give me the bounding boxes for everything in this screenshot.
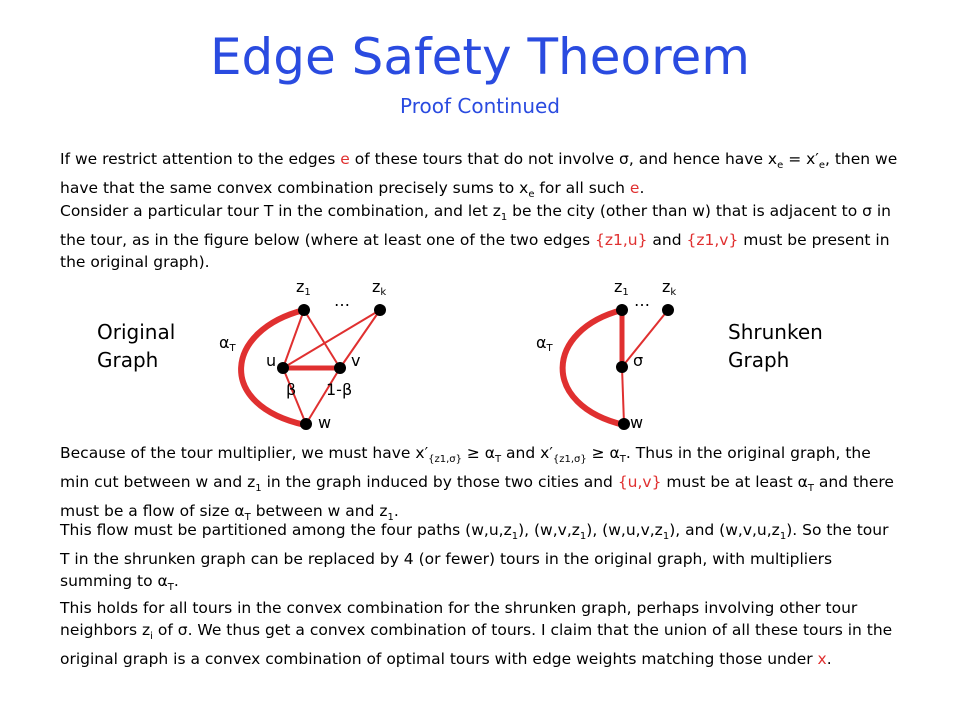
p3-sub4: T [619, 454, 626, 466]
p2-b: be the city (other than w) that is adjacent to σ in the tour, as in the figure below (where at least one of the two edges [60, 202, 891, 250]
paragraph-3 [60, 442, 900, 529]
p3-h: and there must be a flow of size α [60, 473, 894, 521]
p3-uv: {u,v} [617, 473, 662, 492]
edge-z1-v [304, 310, 340, 368]
label-alpha-shrunken: αT [536, 333, 553, 354]
p3-g: must be at least α [661, 473, 808, 492]
shrunken-label-line1: Shrunken [728, 320, 823, 344]
label-v: v [351, 351, 361, 370]
p4-a: This flow must be partitioned among the four paths (w,u,z [60, 521, 512, 539]
p3-f: in the graph induced by those two cities and [261, 473, 618, 492]
label-u: u [266, 351, 277, 370]
slide-subtitle: Proof Continued [400, 94, 560, 118]
p1-f: . [639, 179, 645, 198]
p3-sub7: T [244, 512, 251, 524]
shrunken-label-line2: Graph [728, 348, 790, 372]
p1-b: of these tours that do not involve σ, and hence have x [349, 150, 778, 168]
p2-edge2: {z1,v} [686, 231, 739, 250]
p1-a: If we restrict attention to the edges [60, 150, 341, 168]
node-v [334, 362, 346, 374]
p4-s4: 1 [779, 531, 787, 543]
p1-e: for all such [534, 179, 630, 198]
slide-title: Edge Safety Theorem [209, 28, 751, 86]
original-label-line1: Original [97, 320, 176, 344]
p3-j: . [393, 502, 399, 521]
node-u [277, 362, 289, 374]
label-z1-shrunken: z1 [614, 277, 629, 298]
label-one-minus-beta: 1-β [326, 380, 353, 399]
p2-c: and [647, 231, 687, 250]
label-dots-shrunken: … [634, 291, 650, 310]
p3-i: between w and z [250, 502, 388, 521]
shrunken-alpha-edge [563, 310, 624, 425]
p4-s3: 1 [662, 531, 670, 543]
p3-b: ≥ α [461, 444, 496, 462]
shrunken-graph-edges [563, 310, 668, 425]
paragraph-4 [60, 519, 900, 599]
p3-sub2: T [495, 454, 502, 466]
edge-zk-u [283, 310, 380, 368]
p1-e2: e [629, 179, 640, 198]
original-label-line2: Graph [97, 348, 159, 372]
p4-e: ). So the tour T in the shrunken graph can be replaced by 4 (or fewer) tours in the original graph, with multipliers summing to α [60, 521, 889, 591]
p1-e1: e [340, 150, 350, 168]
p2-sub1: 1 [500, 212, 508, 224]
label-w: w [318, 413, 332, 432]
p4-c: ), (w,u,v,z [586, 521, 663, 539]
p3-e: . Thus in the original graph, the min cut between w and z [60, 444, 871, 492]
p1-sub3: e [528, 189, 535, 201]
edge-zk-sigma [622, 310, 668, 367]
p5-b: of σ. We thus get a convex combination of tours. I claim that the union of all these tours in the original graph is a convex combination of optimal tours with edge weights matching those under [60, 621, 893, 669]
node-sigma [616, 361, 628, 373]
node-z1 [298, 304, 310, 316]
p3-sub6: T [807, 483, 814, 495]
label-beta: β [286, 380, 297, 399]
p4-s2: 1 [579, 531, 587, 543]
node-zk [374, 304, 386, 316]
p3-sub5: 1 [255, 483, 262, 495]
p4-f: . [173, 572, 179, 591]
p1-c: = x′ [783, 150, 819, 168]
p2-a: Consider a particular tour T in the combination, and let z [60, 202, 501, 220]
p1-d: , then we have that the same convex combination precisely sums to x [60, 150, 898, 198]
node-w [300, 418, 312, 430]
label-z1: z1 [296, 277, 311, 298]
p4-d: ), and (w,v,u,z [669, 521, 780, 539]
label-dots: … [334, 291, 350, 310]
paragraph-5 [60, 597, 900, 670]
p3-sub1: {z1,σ} [428, 454, 462, 466]
p1-sub2: e [818, 160, 825, 172]
p4-s1: 1 [511, 531, 519, 543]
node-zk-shrunken [662, 304, 674, 316]
p4-s5: T [167, 582, 174, 594]
p5-c: . [826, 650, 832, 669]
p3-d: ≥ α [586, 444, 620, 462]
p5-sub1: i [150, 631, 153, 643]
label-alpha: αT [219, 333, 236, 354]
label-zk-shrunken: zk [662, 277, 677, 298]
p5-a: This holds for all tours in the convex combination for the shrunken graph, perhaps involving other tour neighbors z [60, 599, 858, 639]
shrunken-graph-labels [536, 277, 676, 432]
p2-edge1: {z1,u} [595, 231, 648, 250]
label-w-shrunken: w [630, 413, 644, 432]
p3-sub3: {z1,σ} [552, 454, 587, 466]
shrunken-graph-nodes [616, 304, 674, 430]
label-zk: zk [372, 277, 387, 298]
label-sigma: σ [633, 351, 644, 370]
edge-sigma-w [622, 367, 624, 424]
p4-b: ), (w,v,z [518, 521, 580, 539]
node-z1-shrunken [616, 304, 628, 316]
p2-d: must be present in the original graph). [60, 231, 890, 272]
p1-sub1: e [777, 160, 784, 172]
node-w-shrunken [618, 418, 630, 430]
p3-c: and x′ [501, 444, 553, 462]
p3-a: Because of the tour multiplier, we must have x′ [60, 444, 429, 462]
p5-x: x [817, 650, 827, 669]
p3-sub8: 1 [387, 512, 394, 524]
